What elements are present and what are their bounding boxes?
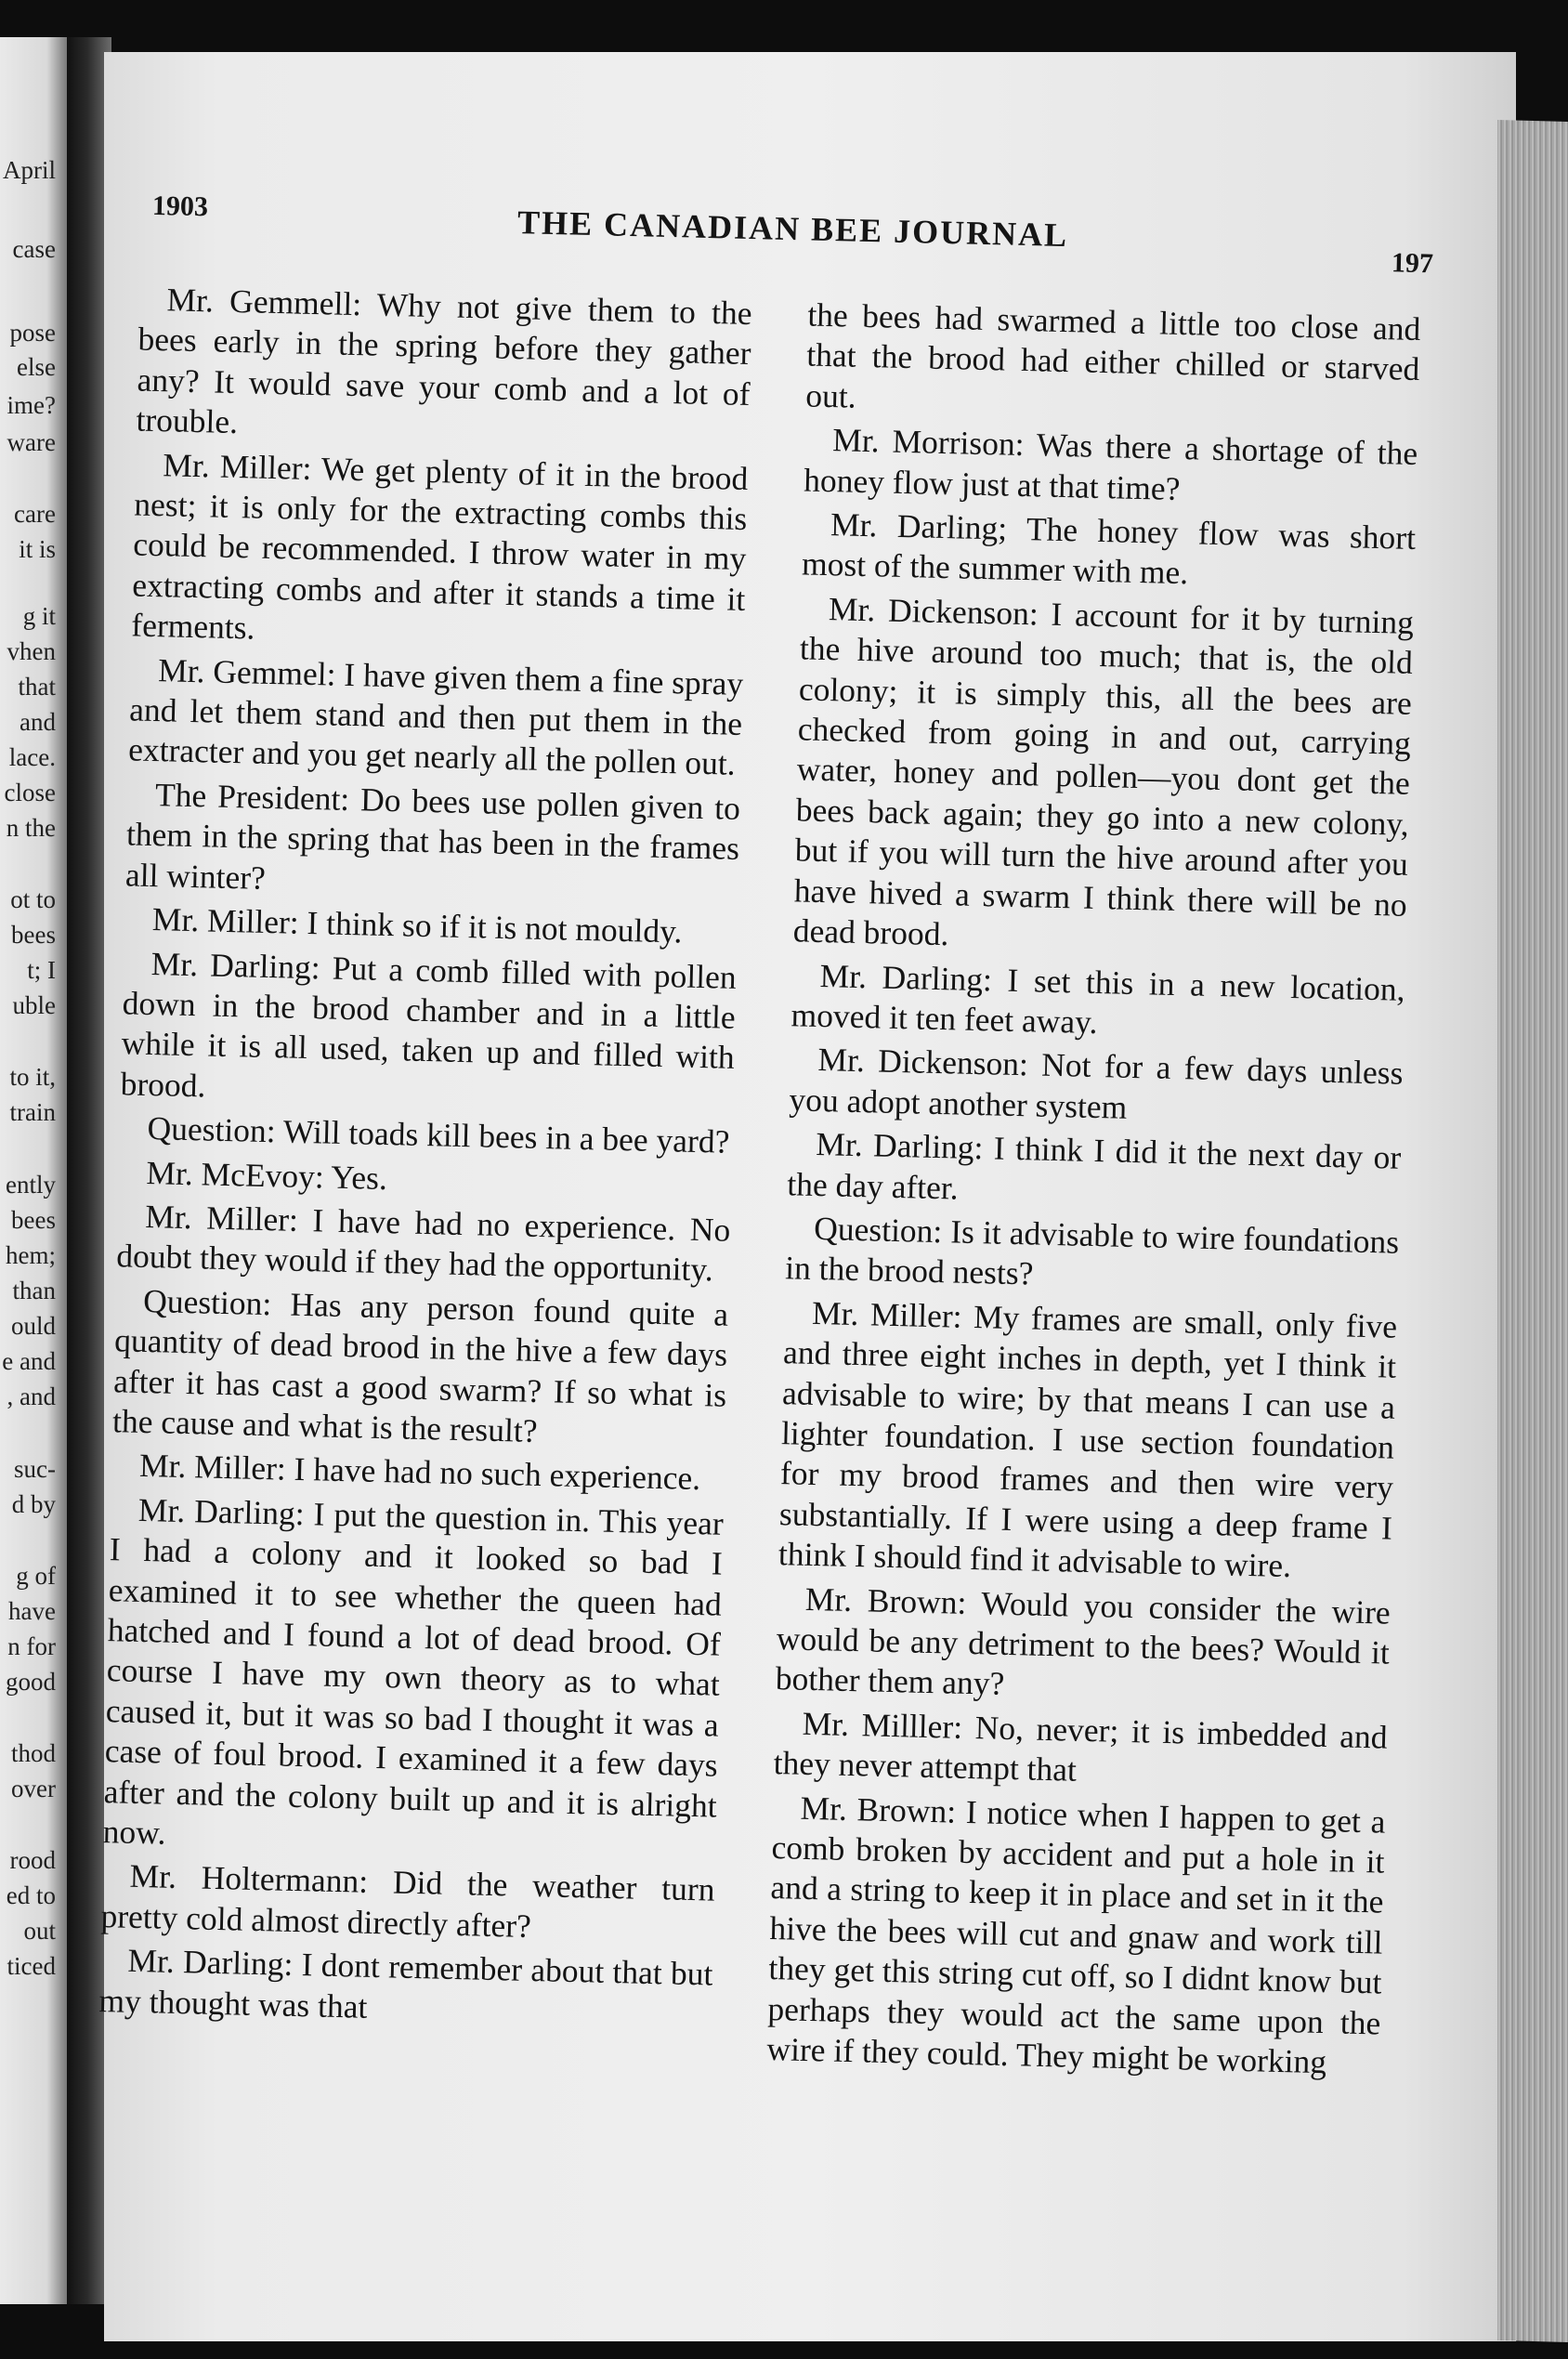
paragraph-text: Would you consider the wire would be any detriment to the bees? Would it bother them any? [775, 1583, 1392, 1703]
paragraph [785, 1208, 1400, 1303]
paragraph-text: I think I did it the next day or the day after. [786, 1129, 1402, 1207]
speaker-label: Mr. Gemmell: [166, 281, 362, 323]
previous-page-fragment: n the [6, 814, 56, 842]
paragraph [112, 1280, 729, 1456]
paragraph [766, 1788, 1386, 2084]
previous-page-fragment: and [20, 708, 56, 736]
paragraph [125, 774, 741, 910]
previous-page-fragment: g of [16, 1562, 56, 1590]
paragraph [116, 1196, 731, 1291]
paragraph [100, 1856, 715, 1951]
paragraph-text: The honey flow was short most of the summer with me. [801, 510, 1417, 592]
paragraph-text: Was there a shortage of the honey flow just at that time? [803, 426, 1418, 507]
previous-page-fragment: else [17, 353, 56, 381]
paragraph-text: I notice when I happen to get a comb broken by accident and put a hole in it and a string to keep it in place and set in it the hive the bees will cut and gnaw and work till they get this string cut off, so I didnt know but perhaps they would act the same upon the wire if they could. They might be working [766, 1792, 1386, 2081]
text-column-left [98, 280, 752, 2039]
paragraph-text: Put a comb filled with pollen down in the brood chamber and in a little while it is all used, taken up and filled with brood. [120, 949, 738, 1105]
paragraph [773, 1703, 1388, 1798]
speaker-label: Mr. Miller: [811, 1293, 963, 1335]
paragraph-text: Yes. [330, 1158, 388, 1197]
previous-page-fragment: t; I [27, 956, 56, 984]
paragraph [102, 1489, 724, 1867]
previous-page-fragment: e and [2, 1347, 56, 1375]
paragraph [804, 420, 1418, 515]
speaker-label: Mr. Brown: [804, 1579, 967, 1621]
speaker-label: Mr. McEvoy: [146, 1153, 325, 1196]
paragraph-text: I think so if it is not mouldy. [307, 904, 683, 950]
paragraph [792, 588, 1414, 965]
speaker-label: Mr. Darling; [830, 505, 1008, 547]
previous-page-fragment: have [8, 1597, 56, 1625]
paragraph-text: Why not give them to the bees early in the spring before they gather any? It would save your comb and a lot of trouble. [136, 285, 752, 441]
paragraph-text: Not for a few days unless you adopt another system [789, 1045, 1404, 1126]
previous-page-fragment: to it, [9, 1063, 56, 1091]
previous-page-fragment: uble [12, 991, 56, 1019]
speaker-label: Mr. Darling: [137, 1490, 306, 1532]
previous-page-fragment: close [4, 779, 56, 806]
previous-page-fragment: suc- [14, 1455, 56, 1483]
previous-page-fragment: that [18, 673, 56, 701]
paragraph-text: No, never; it is imbedded and they never attempt that [773, 1708, 1389, 1789]
paragraph-text: Has any person found quite a quantity of dead brood in the hive a few days after it has cast a good swarm? If so what is the cause and what is the result? [111, 1285, 729, 1449]
paragraph-text: Do bees use pollen given to them in the spring that has been in the frames all winter? [124, 780, 741, 897]
speaker-label: Mr. Darling: [819, 956, 993, 998]
previous-page-fragment: it is [19, 535, 56, 563]
previous-page-fragment: good [6, 1668, 56, 1696]
speaker-label: Mr. Miller: [138, 1447, 287, 1487]
paragraph-text: I dont remember about that but my thought was that [98, 1946, 713, 2025]
paragraph [131, 444, 749, 661]
running-header [151, 190, 1434, 280]
text-column-right [766, 295, 1421, 2088]
previous-page-fragment: vhen [7, 637, 56, 665]
speaker-label: Question: [813, 1209, 943, 1251]
speaker-label: Mr. Darling: [150, 944, 321, 986]
paragraph [778, 1292, 1398, 1589]
paragraph [98, 1940, 713, 2035]
paragraph [120, 943, 737, 1119]
paragraph [789, 1040, 1404, 1134]
previous-page-fragment: ware [7, 428, 56, 456]
paragraph-text: I have given them a fine spray and let them stand and then put them in the extracter and you get nearly all the pollen out. [127, 655, 744, 783]
previous-page-fragment: hem; [6, 1241, 56, 1269]
speaker-label: Mr. Darling: [127, 1942, 294, 1984]
previous-page-fragment: case [12, 235, 56, 263]
paragraph [791, 955, 1405, 1050]
previous-page-fragment: bees [11, 921, 56, 949]
previous-page-fragment: ticed [7, 1952, 56, 1980]
paragraph-text: I put the question in. This year I had a colony and it looked so bad I examined it to see whether the queen had hatched and I found a lot of dead brood. Of course I have my own theory as to what caused it, but it was so bad I thought it was a case of foul brood. I examined it a few days after and the colony built up and it is alright now. [102, 1495, 725, 1852]
paragraph [802, 504, 1417, 598]
paragraph-text: I set this in a new location, moved it ten feet away. [791, 961, 1406, 1041]
previous-page-fragment: ime? [7, 391, 56, 419]
paragraph-text: the bees had swarmed a little too close and that the brood had either chilled or starved out. [804, 295, 1421, 415]
speaker-label: Question: [147, 1109, 277, 1150]
speaker-label: Mr. Miller: [163, 445, 312, 487]
paragraph-text: My frames are small, only five and three eight inches in depth, yet I think it advisable to wire; by that means I can use a lighter foundation. I use section foundation for my brood frames and then wire very substantially. If I were using a deep frame I think I should find it advisable to wire. [777, 1297, 1398, 1585]
speaker-label: Mr. Morrison: [831, 421, 1026, 464]
previous-page-fragment: rood [9, 1846, 56, 1874]
paragraph [805, 295, 1421, 431]
paragraph [775, 1579, 1391, 1714]
paragraph [787, 1123, 1402, 1218]
previous-page-fragment: April [3, 156, 56, 184]
speaker-label: The President: [154, 775, 350, 818]
paragraph-text: Will toads kill bees in a bee yard? [282, 1112, 730, 1160]
previous-page-fragment: ently [6, 1171, 56, 1199]
journal-title: THE CANADIAN BEE JOURNAL [516, 203, 1069, 255]
speaker-label: Mr. Dickenson: [828, 589, 1039, 633]
paragraph-text: I account for it by turning the hive around too much; that is, the old colony; it is simply this, all the bees are checked from going in and out, carrying water, honey and pollen—you dont get the bees back again; they go into a new colony, but if you will turn the hive around after you have hived a swarm I think there will be no dead brood. [792, 595, 1415, 953]
speaker-label: Mr. Gemmel: [157, 650, 336, 693]
speaker-label: Mr. Holtermann: [129, 1857, 369, 1901]
paragraph-text: I have had no such experience. [294, 1450, 701, 1498]
paragraph-text: Did the weather turn pretty cold almost directly after? [100, 1863, 715, 1945]
previous-page-fragment: thod [10, 1739, 56, 1767]
previous-page-fragment: out [23, 1917, 56, 1945]
previous-page-fragment: than [12, 1277, 56, 1304]
paragraph-text: We get plenty of it in the brood nest; it is only for the extracting combs this could be recommended. I throw water in my extracting combs and after it stands a time it ferments. [130, 449, 749, 647]
speaker-label: Mr. Milller: [802, 1704, 963, 1746]
previous-page-fragment: pose [9, 319, 56, 347]
previous-page-fragment: care [14, 500, 56, 528]
speaker-label: Mr. Darling: [815, 1125, 984, 1167]
previous-page-fragment: lace. [8, 743, 56, 771]
paragraph-text: Is it advisable to wire foundations in the brood nests? [784, 1212, 1400, 1292]
speaker-label: Mr. Miller: [144, 1197, 299, 1238]
previous-page-fragment: g it [22, 602, 56, 630]
previous-page-fragment: , and [7, 1383, 56, 1410]
previous-page-fragment: ot to [10, 885, 56, 913]
previous-page-fragment: bees [11, 1206, 56, 1234]
paragraph [128, 649, 744, 785]
previous-page-fragment: ed to [6, 1881, 56, 1909]
previous-page-fragment: over [11, 1775, 56, 1802]
previous-page-fragment: train [9, 1098, 56, 1126]
previous-page-fragment: ould [10, 1312, 56, 1340]
speaker-label: Mr. Dickenson: [817, 1041, 1029, 1083]
speaker-label: Question: [142, 1281, 272, 1322]
paragraph [136, 280, 752, 455]
speaker-label: Mr. Brown: [800, 1789, 957, 1830]
paragraph-text: I have had no experience. No doubt they would if they had the opportunity. [115, 1201, 731, 1289]
page-number: 197 [1391, 247, 1434, 280]
previous-page-fragment: n for [7, 1632, 56, 1660]
previous-page-fragment: d by [11, 1490, 56, 1518]
header-year: 1903 [151, 190, 209, 223]
speaker-label: Mr. Miller: [151, 900, 300, 941]
